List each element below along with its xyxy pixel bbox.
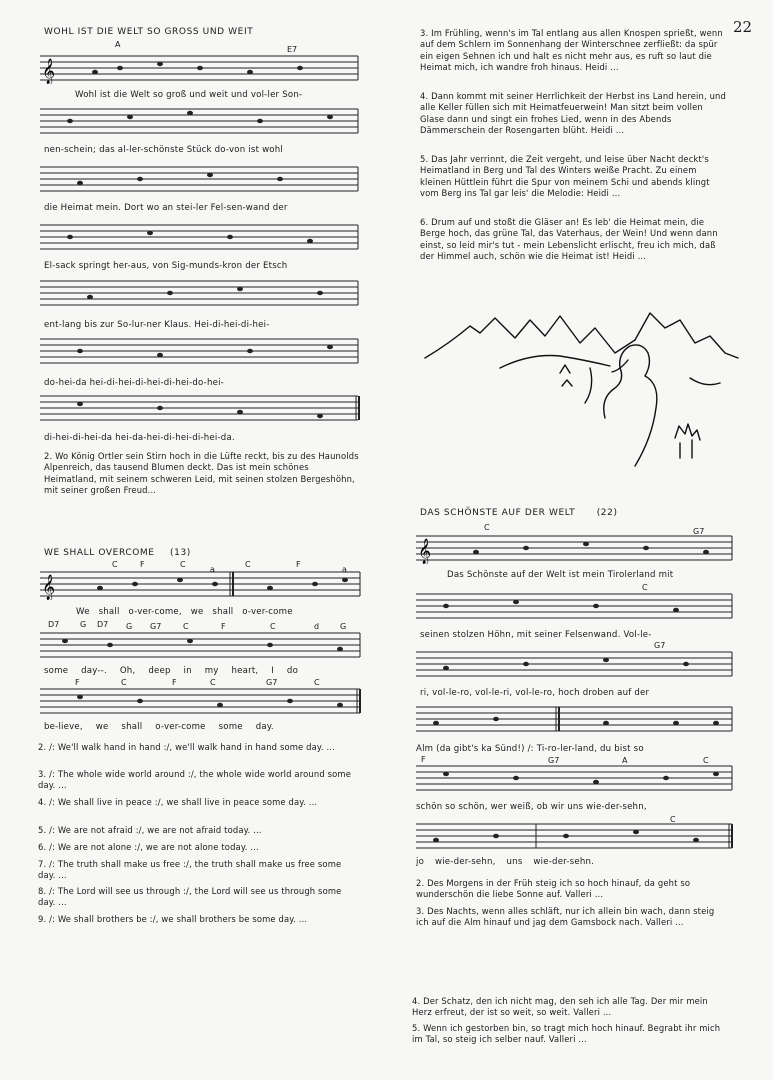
song2-chord: C xyxy=(183,622,189,631)
song1-lyric-line: di-hei-di-hei-da hei-da-hei-di-hei-di-hei-da. xyxy=(44,433,235,443)
song2-staff-3 xyxy=(40,683,362,717)
song2-chord: G7 xyxy=(150,622,162,631)
song2-verse-4: 4. /: We shall live in peace :/, we shall live in peace some day. ... xyxy=(38,797,318,807)
song2-verse-3: 3. /: The whole wide world around :/, the whole wide world around some day. ... xyxy=(38,769,351,791)
song3-chord: C xyxy=(484,523,490,532)
mountain-illustration xyxy=(420,298,740,468)
song3-lyric-line: jo wie-der-sehn, uns wie-der-sehn. xyxy=(416,857,595,867)
song3-staff-5 xyxy=(416,760,734,794)
song2-chord: C xyxy=(180,560,186,569)
song1-staff-1 xyxy=(40,50,360,84)
song1-staff-3 xyxy=(40,161,360,195)
song3-staff-2 xyxy=(416,588,734,622)
page-number: 22 xyxy=(733,18,753,36)
song3-number: (22) xyxy=(596,508,618,518)
song1-staff-4 xyxy=(40,219,360,253)
song3-staff-1 xyxy=(416,530,734,564)
song2-chord: G xyxy=(126,622,133,631)
song2-lyric-line: be-lieve, we shall o-ver-come some day. xyxy=(44,722,274,732)
song2-chord: F xyxy=(75,678,80,687)
song2-chord: C xyxy=(121,678,127,687)
song1-staff-2 xyxy=(40,103,360,137)
song1-staff-5 xyxy=(40,275,360,309)
song2-chord: C xyxy=(210,678,216,687)
song3-lyric-line: Das Schönste auf der Welt ist mein Tirolerland mit xyxy=(447,570,674,580)
song2-chord: a xyxy=(342,565,347,574)
song2-chord: C xyxy=(314,678,320,687)
song3-staff-4 xyxy=(416,701,734,735)
song1-verse-6: 6. Drum auf und stoßt die Gläser an! Es leb' die Heimat mein, die Berge hoch, das grüne Tal, das Vaterhaus, der Wein! Und wenn dann einst, so leid mir's tut - mein Lebenslicht erlischt, freu ich mich, daß der Himmel auch, schön wie die Heimat ist! Heidi ... xyxy=(420,217,718,262)
song3-verse-4: 4. Der Schatz, den ich nicht mag, den seh ich alle Tag. Der mir mein Herz erfreut, der ist so weit, so weit. Valleri ... xyxy=(412,996,708,1018)
song1-staff-6 xyxy=(40,333,360,367)
song3-chord: C xyxy=(642,583,648,592)
song2-chord: d xyxy=(314,622,320,631)
song2-verse-6: 6. /: We are not alone :/, we are not alone today. ... xyxy=(38,842,259,852)
song2-chord: G xyxy=(80,620,87,629)
song2-number: (13) xyxy=(170,548,191,558)
song2-chord: D7 xyxy=(48,620,60,629)
song3-chord: G7 xyxy=(548,756,560,765)
song2-verse-5: 5. /: We are not afraid :/, we are not afraid today. ... xyxy=(38,825,262,835)
song1-title: WOHL IST DIE WELT SO GROSS UND WEIT xyxy=(44,27,254,37)
song3-lyric-line: schön so schön, wer weiß, ob wir uns wie-der-sehn, xyxy=(416,802,647,812)
song2-lyric-line: some day--. Oh, deep in my heart, I do xyxy=(44,666,299,676)
song2-title xyxy=(44,548,191,558)
song2-chord: a xyxy=(210,565,215,574)
song1-lyric-line: ent-lang bis zur So-lur-ner Klaus. Hei-di-hei-di-hei- xyxy=(44,320,270,330)
song2-verse-7: 7. /: The truth shall make us free :/, the truth shall make us free some day. ... xyxy=(38,859,342,881)
svg-text:𝄞: 𝄞 xyxy=(418,539,432,564)
song2-title-text: WE SHALL OVERCOME xyxy=(44,548,155,558)
song3-verse-2: 2. Des Morgens in der Früh steig ich so hoch hinauf, da geht so wunderschön die liebe Sonne auf. Valleri ... xyxy=(416,878,691,900)
song2-verse-8: 8. /: The Lord will see us through :/, the Lord will see us through some day. ... xyxy=(38,886,342,908)
song3-lyric-line: ri, vol-le-ro, vol-le-ri, vol-le-ro, hoch droben auf der xyxy=(420,688,650,698)
song3-title-text: DAS SCHÖNSTE AUF DER WELT xyxy=(420,508,576,518)
song3-chord: G7 xyxy=(654,641,666,650)
song1-lyric-line: nen-schein; das al-ler-schönste Stück do-von ist wohl xyxy=(44,145,283,155)
song1-lyric-line: El-sack springt her-aus, von Sig-munds-kron der Etsch xyxy=(44,261,288,271)
song3-lyric-line: Alm (da gibt's ka Sünd!) /: Ti-ro-ler-land, du bist so xyxy=(416,744,644,754)
song1-chord: A xyxy=(115,40,121,49)
song1-staff-7 xyxy=(40,390,360,424)
song3-chord: F xyxy=(421,755,426,764)
song2-chord: F xyxy=(296,560,301,569)
song1-chord: E7 xyxy=(287,45,298,54)
song2-chord: C xyxy=(245,560,251,569)
song2-verse-9: 9. /: We shall brothers be :/, we shall brothers be some day. ... xyxy=(38,914,308,924)
song2-chord: G7 xyxy=(266,678,278,687)
song2-chord: F xyxy=(140,560,145,569)
song2-chord: F xyxy=(172,678,177,687)
svg-text:𝄞: 𝄞 xyxy=(42,575,56,600)
song3-staff-3 xyxy=(416,646,734,680)
song2-chord: G xyxy=(340,622,347,631)
song3-chord: G7 xyxy=(693,527,705,536)
song1-lyric-line: do-hei-da hei-di-hei-di-hei-di-hei-do-hei- xyxy=(44,378,224,388)
song2-lyric-line: We shall o-ver-come, we shall o-ver-come xyxy=(76,607,293,617)
song3-chord: C xyxy=(703,756,709,765)
song2-verse-2: 2. /: We'll walk hand in hand :/, we'll walk hand in hand some day. ... xyxy=(38,742,335,752)
song1-verse-4: 4. Dann kommt mit seiner Herrlichkeit der Herbst ins Land herein, und alle Keller füllen sich mit Heimatfeuerwein! Man sitzt beim vollen Glase dann und singt ein frohes Lied, wenn in des Abends Dämmerschein der Rosengarten blüht. Heidi ... xyxy=(420,91,726,136)
song2-chord: C xyxy=(270,622,276,631)
song3-verse-5: 5. Wenn ich gestorben bin, so tragt mich hoch hinauf. Begrabt ihr mich im Tal, so steig ich selber nauf. Valleri ... xyxy=(412,1023,721,1045)
song2-chord: C xyxy=(112,560,118,569)
song1-verse-3: 3. Im Frühling, wenn's im Tal entlang aus allen Knospen sprießt, wenn auf dem Schlern im Sonnenhang der Winterschnee zerfließt: da spür ein eigen Sehnen ich und halt es nicht mehr aus, es ruft so laut die Heimat mich, ich wandre froh hinaus. Heidi ... xyxy=(420,28,723,73)
song1-verse-2: 2. Wo König Ortler sein Stirn hoch in die Lüfte reckt, bis zu des Haunolds Alpenreich, das tausend Blumen deckt. Das ist mein schönes Heimatland, mit seinem schweren Leid, mit seinen stolzen Bergeshöhn, mit seiner großen Freud... xyxy=(44,451,359,496)
song1-lyric-line: Wohl ist die Welt so groß und weit und vol-ler Son- xyxy=(75,90,303,100)
song2-chord: F xyxy=(221,622,226,631)
song3-staff-6 xyxy=(416,818,734,852)
song2-chord: D7 xyxy=(97,620,109,629)
song3-chord: A xyxy=(622,756,628,765)
song3-verse-3: 3. Des Nachts, wenn alles schläft, nur ich allein bin wach, dann steig ich auf die Alm hinauf und jag dem Gamsbock nach. Valleri ... xyxy=(416,906,715,928)
song2-staff-1 xyxy=(40,566,362,600)
song1-lyric-line: die Heimat mein. Dort wo an stei-ler Fel-sen-wand der xyxy=(44,203,288,213)
svg-text:𝄞: 𝄞 xyxy=(42,59,56,84)
song1-verse-5: 5. Das Jahr verrinnt, die Zeit vergeht, und leise über Nacht deckt's Heimatland in Berg und Tal des Winters weiße Pracht. Zu einem kleinen Hüttlein führt die Spur von meinem Schi und abends klingt vom Berg ins Tal gar leis' die Melodie: Heidi ... xyxy=(420,154,710,199)
song3-chord: C xyxy=(670,815,676,824)
song3-title xyxy=(420,508,618,518)
song2-staff-2 xyxy=(40,627,362,661)
song3-lyric-line: seinen stolzen Höhn, mit seiner Felsenwand. Vol-le- xyxy=(420,630,652,640)
